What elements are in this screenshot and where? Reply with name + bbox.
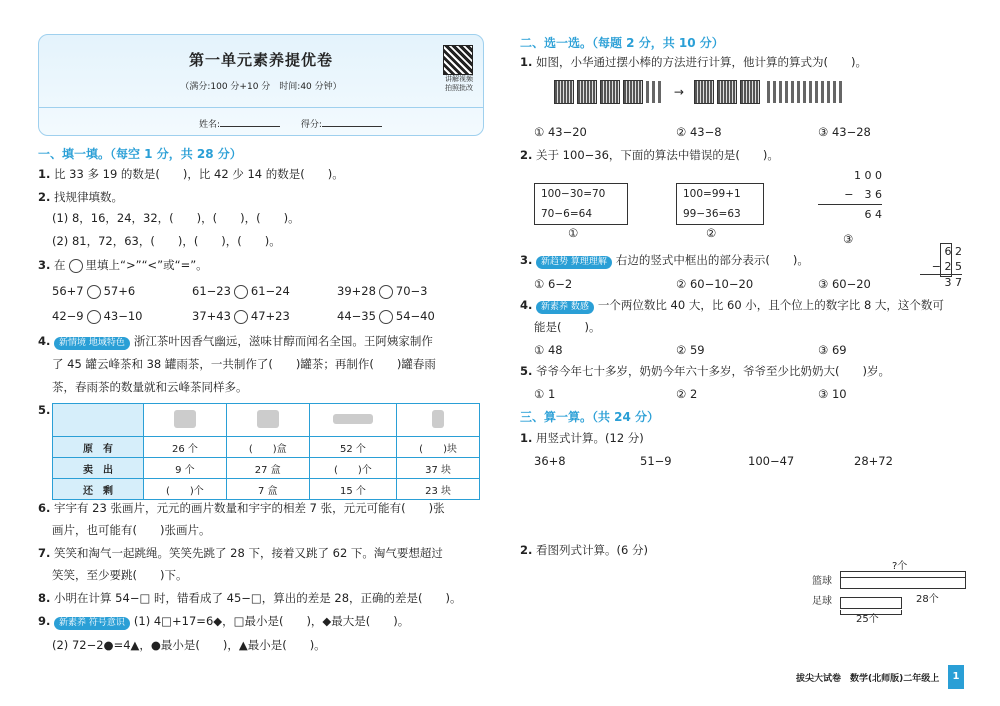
c5-text: 爷爷今年七十多岁，奶奶今年六十多岁，爷爷至少比奶奶大( )岁。: [536, 364, 891, 378]
c2-number: 2.: [520, 148, 533, 162]
option[interactable]: ② 2: [676, 387, 698, 401]
q1-text: 比 33 多 19 的数是( )，比 42 少 14 的数是( )。: [54, 167, 344, 181]
table-cell: 7 盒: [226, 479, 309, 500]
section-2-title: 二、选一选。（每题 2 分，共 10 分）: [520, 36, 724, 50]
option[interactable]: ③ 10: [818, 387, 847, 401]
option[interactable]: ① 48: [534, 343, 563, 357]
s1-number: 1.: [520, 431, 533, 445]
option[interactable]: ② 43−8: [676, 125, 722, 139]
c4-number: 4.: [520, 298, 533, 312]
diagram-label-bottom: 25个: [856, 614, 879, 625]
stick-bundle-icon: [717, 80, 737, 104]
s1: [520, 431, 644, 445]
q2-number: 2.: [38, 190, 51, 204]
q4-line-1: 浙江茶叶因香气幽远，滋味甘醇而闻名全国。王阿姨家制作: [133, 334, 433, 348]
q3: [38, 258, 208, 273]
footer-brand: 拔尖大试卷: [796, 674, 842, 684]
vert-line: 1 0 0: [854, 169, 882, 182]
section-1-title: 一、填一填。（每空 1 分，共 28 分）: [38, 147, 242, 161]
stick-icon: [658, 81, 661, 103]
stick-bundle-icon: [694, 80, 714, 104]
q4-line-3: 茶，春雨茶的数量就和云峰茶同样多。: [52, 380, 248, 394]
calc-item: 100−47: [748, 454, 795, 468]
table-cell: 26 个: [144, 437, 227, 458]
q2: [38, 190, 123, 204]
stick-icon: [839, 81, 842, 103]
expr: 70−3: [395, 284, 428, 298]
stick-bundle-icon: [600, 80, 620, 104]
calc-item: 28+72: [854, 454, 893, 468]
option[interactable]: ① 1: [534, 387, 556, 401]
expr: 47+23: [250, 309, 290, 323]
c4-line-1: 一个两位数比 40 大，比 60 小，且个位上的数字比 8 大，这个数可: [597, 298, 944, 312]
bar-diagram: [812, 560, 967, 630]
table-cell: 37 块: [397, 458, 480, 479]
stick-icon: [833, 81, 836, 103]
q5-table: [52, 403, 480, 500]
paper-subtitle: （满分:100 分+10 分 时间:40 分钟）: [180, 82, 342, 92]
q2b: (2) 81，72，63，( )，( )，( )。: [52, 234, 281, 248]
c1-number: 1.: [520, 55, 533, 69]
name-label: 姓名:: [199, 120, 221, 130]
table-cell: 9 个: [144, 458, 227, 479]
table-cell: 52 个: [309, 437, 397, 458]
expr: 56+7: [52, 284, 84, 298]
c4-line-2: 能是( )。: [534, 320, 601, 334]
vert-line: 3 7: [944, 276, 962, 289]
pencil-case-icon: [333, 414, 373, 424]
q4-line-2: 了 45 罐云峰茶和 38 罐雨茶，一共制作了( )罐茶；再制作( )罐春雨: [52, 357, 436, 371]
table-cell: ( )个: [309, 458, 397, 479]
label-football: 足球: [812, 596, 832, 607]
s2-text: 看图列式计算。(6 分): [536, 543, 648, 557]
s1-text: 用竖式计算。(12 分): [536, 431, 644, 445]
stick-icon: [821, 81, 824, 103]
calc-item: 36+8: [534, 454, 566, 468]
score-label: 得分:: [300, 120, 322, 130]
q8-number: 8.: [38, 591, 51, 605]
expr: 54−40: [395, 309, 435, 323]
q5-num: 5.: [38, 403, 51, 417]
diagram-label-right: 28个: [916, 594, 939, 605]
option[interactable]: ③ 69: [818, 343, 847, 357]
method-box-2: [676, 183, 764, 225]
stick-icon: [779, 81, 782, 103]
stick-icon: [767, 81, 770, 103]
backpack-icon: [174, 410, 196, 428]
vert-line: − 3 6: [818, 185, 882, 205]
table-cell: ( )个: [144, 479, 227, 500]
option[interactable]: ③ 43−28: [818, 125, 871, 139]
q9-line-1: (1) 4□+17=6◆，□最小是( )，◆最大是( )。: [133, 614, 410, 628]
c2: [520, 148, 779, 162]
c1: [520, 55, 867, 69]
table-corner: [53, 404, 144, 437]
stick-icon: [791, 81, 794, 103]
eraser-icon: [432, 410, 444, 428]
c1-text: 如图，小华通过摆小棒的方法进行计算，他计算的算式为( )。: [536, 55, 868, 69]
q7-line-1: 笑笑和淘气一起跳绳。笑笑先跳了 28 下，接着又跳了 62 下。淘气要想超过: [54, 546, 443, 560]
c4: [520, 298, 944, 314]
q9-tag: 新素养 符号意识: [54, 617, 130, 630]
expr: 61−24: [250, 284, 290, 298]
expr: 42−9: [52, 309, 84, 323]
q6-number: 6.: [38, 501, 51, 515]
sticks-figure: [554, 80, 845, 104]
header-divider: [39, 107, 483, 108]
table-cell: 27 盒: [226, 458, 309, 479]
arrow-icon: →: [673, 84, 684, 99]
q7: [38, 546, 443, 560]
diagram-label-top: ?个: [892, 561, 908, 572]
box-icon: [257, 410, 279, 428]
c4-tag: 新素养 数感: [536, 301, 594, 314]
q6-line-2: 画片，也可能有( )张画片。: [52, 523, 211, 537]
circle-blank-icon: [69, 259, 83, 273]
c2-mark-2[interactable]: ②: [706, 226, 717, 240]
c3-tag: 新趋势 算理理解: [536, 256, 612, 269]
q2-text: 找规律填数。: [54, 190, 124, 204]
stick-icon: [827, 81, 830, 103]
score-field[interactable]: [322, 117, 382, 127]
calc-item: 51−9: [640, 454, 672, 468]
option[interactable]: ① 6−2: [534, 277, 573, 291]
method-box-1: [534, 183, 628, 225]
q1: [38, 167, 344, 181]
footer-subject: 数学(北师版)二年级上: [850, 674, 940, 684]
box-line: 100=99+1: [683, 188, 741, 200]
c2-mark-1[interactable]: ①: [568, 226, 579, 240]
q7-line-2: 笑笑，至少要跳( )下。: [52, 568, 188, 582]
student-fields: [199, 117, 400, 130]
stick-icon: [646, 81, 649, 103]
q3-row-1: [52, 284, 428, 299]
c1-options: [534, 125, 871, 139]
expr: 39+28: [337, 284, 376, 298]
q5-number: [38, 403, 50, 417]
stick-bundle-icon: [623, 80, 643, 104]
table-icon-cell: [309, 404, 397, 437]
s2: [520, 543, 648, 557]
c4-options: [534, 343, 847, 357]
q4-number: 4.: [38, 334, 51, 348]
c2-text: 关于 100−36，下面的算法中错误的是( )。: [536, 148, 779, 162]
compare-circle[interactable]: [87, 285, 101, 299]
c5-number: 5.: [520, 364, 533, 378]
q3-text-b: 里填上“>”“<”或“=”。: [85, 258, 208, 272]
q9-number: 9.: [38, 614, 51, 628]
football-bar: [840, 597, 902, 609]
option[interactable]: ② 60−10−20: [676, 277, 754, 291]
table-icon-cell: [144, 404, 227, 437]
q3-row-2: [52, 309, 435, 324]
expr: 43−10: [103, 309, 143, 323]
expr: 44−35: [337, 309, 376, 323]
box-line: 99−36=63: [683, 208, 741, 220]
table-cell: 23 块: [397, 479, 480, 500]
s2-number: 2.: [520, 543, 533, 557]
qr-code-icon[interactable]: [443, 45, 473, 75]
q3-text-a: 在: [54, 258, 66, 272]
compare-circle[interactable]: [379, 285, 393, 299]
page-number: 1: [948, 665, 964, 689]
stick-icon: [815, 81, 818, 103]
q4: [38, 334, 433, 350]
row-label: 卖 出: [53, 458, 144, 479]
compare-circle[interactable]: [234, 285, 248, 299]
compare-circle[interactable]: [234, 310, 248, 324]
q9: [38, 614, 409, 630]
name-field[interactable]: [220, 117, 280, 127]
table-icon-cell: [397, 404, 480, 437]
expr: 61−23: [192, 284, 231, 298]
vert-line: 6 2: [944, 245, 962, 258]
vert-line: 6 4: [864, 208, 882, 221]
table-cell: ( )盒: [226, 437, 309, 458]
paper-title: 第一单元素养提优卷: [188, 51, 333, 69]
table-icon-cell: [226, 404, 309, 437]
stick-bundle-icon: [740, 80, 760, 104]
q9-line-2: (2) 72−2●=4▲，●最小是( )，▲最小是( )。: [52, 638, 326, 652]
table-cell: 15 个: [309, 479, 397, 500]
label-basketball: 篮球: [812, 576, 832, 587]
compare-circle[interactable]: [379, 310, 393, 324]
s1-items: [534, 454, 893, 468]
option[interactable]: ① 43−20: [534, 125, 587, 139]
basketball-bar: [840, 577, 966, 589]
compare-circle[interactable]: [87, 310, 101, 324]
stick-icon: [785, 81, 788, 103]
q1-number: 1.: [38, 167, 51, 181]
c5-options: [534, 387, 847, 401]
stick-bundle-icon: [554, 80, 574, 104]
vert-line: − 2 5: [920, 259, 962, 275]
c3-number: 3.: [520, 253, 533, 267]
stick-bundle-icon: [577, 80, 597, 104]
table-cell: ( )块: [397, 437, 480, 458]
q4-tag: 新情境 地域特色: [54, 337, 130, 350]
stick-icon: [773, 81, 776, 103]
stick-icon: [652, 81, 655, 103]
paper-header: [38, 34, 484, 136]
stick-icon: [809, 81, 812, 103]
box-line: 100−30=70: [541, 188, 606, 200]
c5: [520, 364, 890, 378]
c3-options: [534, 277, 871, 291]
q7-number: 7.: [38, 546, 51, 560]
footer: [796, 671, 939, 684]
q8-text: 小明在计算 54−□ 时，错看成了 45−□，算出的差是 28，正确的差是( )。: [54, 591, 462, 605]
q3-number: 3.: [38, 258, 51, 272]
c3: [520, 253, 809, 269]
row-label: 原 有: [53, 437, 144, 458]
expr: 57+6: [103, 284, 136, 298]
qr-caption: 讲解视频 拍照批改: [445, 75, 473, 92]
option[interactable]: ③ 60−20: [818, 277, 871, 291]
c3-text: 右边的竖式中框出的部分表示( )。: [615, 253, 809, 267]
option[interactable]: ② 59: [676, 343, 705, 357]
c2-mark-3[interactable]: ③: [843, 232, 854, 246]
q6-line-1: 宇宇有 23 张画片，元元的画片数量和宇宇的相差 7 张，元元可能有( )张: [54, 501, 445, 515]
q2a: (1) 8，16，24，32，( )，( )，( )。: [52, 211, 300, 225]
c2-vertical-calc: [818, 166, 882, 224]
q6: [38, 501, 445, 515]
stick-icon: [797, 81, 800, 103]
c3-highlight-box: [940, 243, 952, 277]
section-3-title: 三、算一算。（共 24 分）: [520, 410, 660, 424]
stick-icon: [803, 81, 806, 103]
q8: [38, 591, 462, 605]
row-label: 还 剩: [53, 479, 144, 500]
box-line: 70−6=64: [541, 208, 592, 220]
expr: 37+43: [192, 309, 231, 323]
